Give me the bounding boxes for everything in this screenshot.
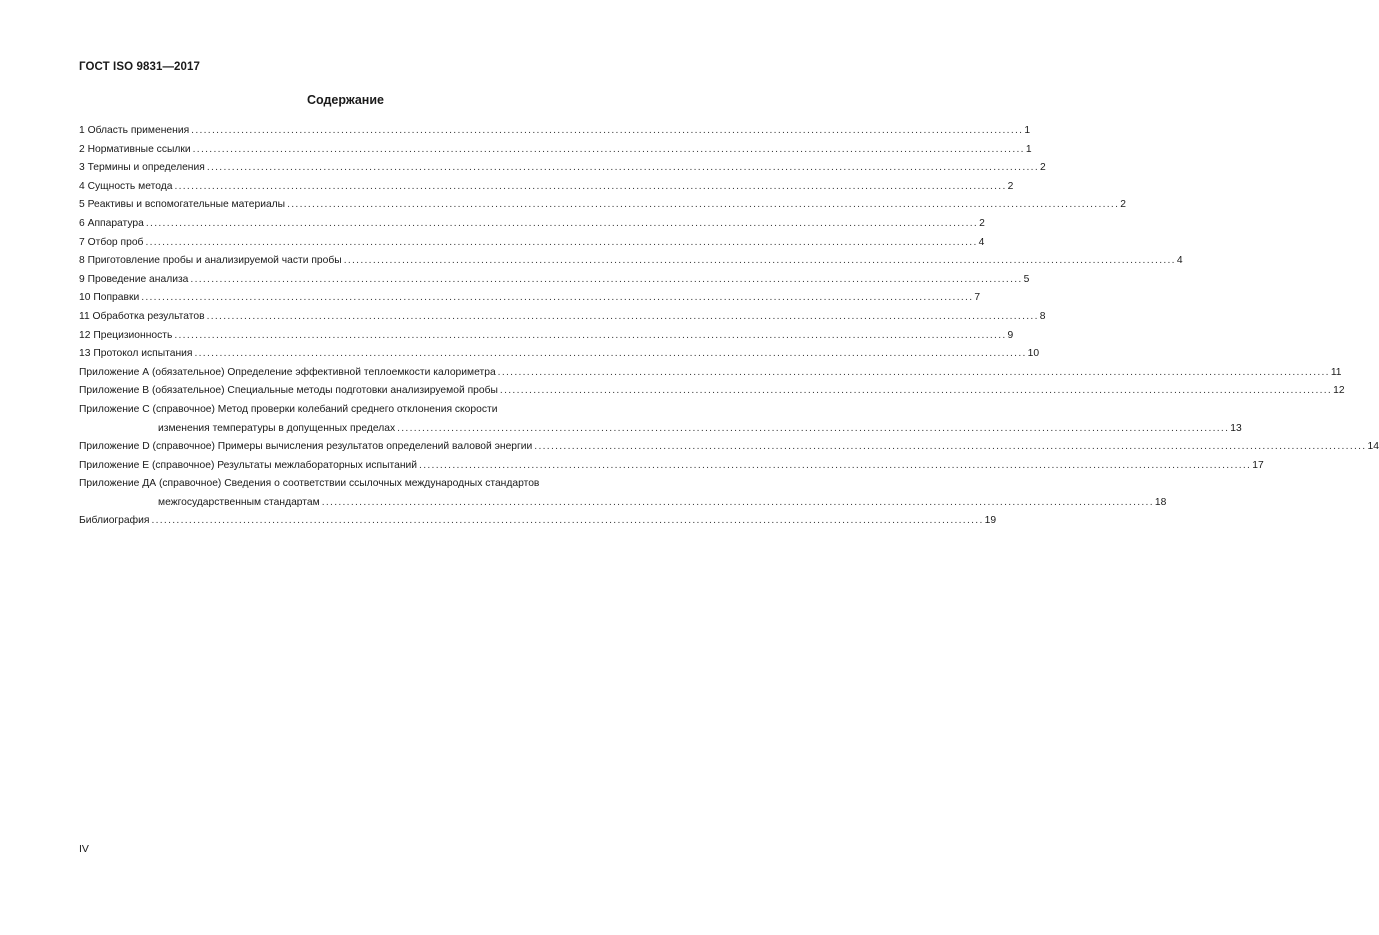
leader-dots: ........................................................................................................................................................................................................ [206, 162, 1039, 174]
leader-dots: ........................................................................................................................................................................................................ [145, 217, 979, 229]
toc-entry-annex-da[interactable]: Приложение ДА (справочное) Сведения о соответствии ссылочных международных стандартов межгосударственным стандартам ........................................................................................................................................................................................................ 18 [79, 475, 613, 512]
toc-entry-annex-c[interactable]: Приложение С (справочное) Метод проверки колебаний среднего отклонения скорости изменения температуры в допущенных пределах ........................................................................................................................................................................................................ 13 [79, 401, 613, 438]
leader-dots: ........................................................................................................................................................................................................ [321, 496, 1154, 508]
leader-dots: ........................................................................................................................................................................................................ [145, 236, 978, 248]
leader-dots: ........................................................................................................................................................................................................ [206, 310, 1039, 322]
leader-dots: ........................................................................................................................................................................................................ [497, 366, 1330, 378]
toc-entry-13[interactable]: 13 Протокол испытания ........................................................................................................................................................................................................ 10 [79, 345, 613, 364]
table-of-contents [79, 122, 1379, 531]
leader-dots: ........................................................................................................................................................................................................ [397, 422, 1230, 434]
leader-dots: ........................................................................................................................................................................................................ [151, 515, 984, 527]
leader-dots: ........................................................................................................................................................................................................ [287, 199, 1120, 211]
leader-dots: ........................................................................................................................................................................................................ [190, 273, 1023, 285]
page-title: Содержание [306, 93, 384, 107]
page-number: IV [79, 843, 89, 855]
toc-entry-2[interactable]: 2 Нормативные ссылки ........................................................................................................................................................................................................ 1 [79, 141, 613, 160]
toc-entry-annex-e[interactable]: Приложение Е (справочное) Результаты межлабораторных испытаний ........................................................................................................................................................................................................ 17 [79, 457, 613, 476]
toc-entry-5[interactable]: 5 Реактивы и вспомогательные материалы ........................................................................................................................................................................................................ 2 [79, 196, 613, 215]
toc-entry-8[interactable]: 8 Приготовление пробы и анализируемой части пробы ........................................................................................................................................................................................................ 4 [79, 252, 613, 271]
leader-dots: ........................................................................................................................................................................................................ [192, 143, 1025, 155]
toc-entry-3[interactable]: 3 Термины и определения ........................................................................................................................................................................................................ 2 [79, 159, 613, 178]
toc-entry-4[interactable]: 4 Сущность метода ........................................................................................................................................................................................................ 2 [79, 178, 613, 197]
leader-dots: ........................................................................................................................................................................................................ [141, 292, 974, 304]
toc-entry-annex-a[interactable]: Приложение А (обязательное) Определение эффективной теплоемкости калориметра ........................................................................................................................................................................................................ 11 [79, 364, 613, 383]
toc-entry-11[interactable]: 11 Обработка результатов ........................................................................................................................................................................................................ 8 [79, 308, 613, 327]
leader-dots: ........................................................................................................................................................................................................ [343, 255, 1176, 267]
toc-entry-1[interactable]: 1 Область применения ........................................................................................................................................................................................................ 1 [79, 122, 613, 141]
document-code: ГОСТ ISO 9831—2017 [79, 61, 201, 73]
leader-dots: ........................................................................................................................................................................................................ [194, 348, 1027, 360]
toc-entry-7[interactable]: 7 Отбор проб ........................................................................................................................................................................................................ 4 [79, 234, 613, 253]
leader-dots: ........................................................................................................................................................................................................ [174, 180, 1007, 192]
toc-entry-6[interactable]: 6 Аппаратура ........................................................................................................................................................................................................ 2 [79, 215, 613, 234]
leader-dots: ........................................................................................................................................................................................................ [174, 329, 1007, 341]
toc-entry-12[interactable]: 12 Прецизионность ........................................................................................................................................................................................................ 9 [79, 327, 613, 346]
toc-entry-9[interactable]: 9 Проведение анализа ........................................................................................................................................................................................................ 5 [79, 271, 613, 290]
leader-dots: ........................................................................................................................................................................................................ [499, 385, 1333, 397]
toc-entry-annex-b[interactable]: Приложение В (обязательное) Специальные методы подготовки анализируемой пробы ........................................................................................................................................................................................................ 12 [79, 382, 613, 401]
leader-dots: ........................................................................................................................................................................................................ [534, 441, 1367, 453]
toc-entry-annex-d[interactable]: Приложение D (справочное) Примеры вычисления результатов определений валовой энергии ........................................................................................................................................................................................................ 14 [79, 438, 613, 457]
leader-dots: ........................................................................................................................................................................................................ [191, 125, 1024, 136]
toc-entry-10[interactable]: 10 Поправки ........................................................................................................................................................................................................ 7 [79, 289, 613, 308]
toc-entry-bibliography[interactable]: Библиография ........................................................................................................................................................................................................ 19 [79, 512, 613, 531]
leader-dots: ........................................................................................................................................................................................................ [419, 459, 1252, 471]
